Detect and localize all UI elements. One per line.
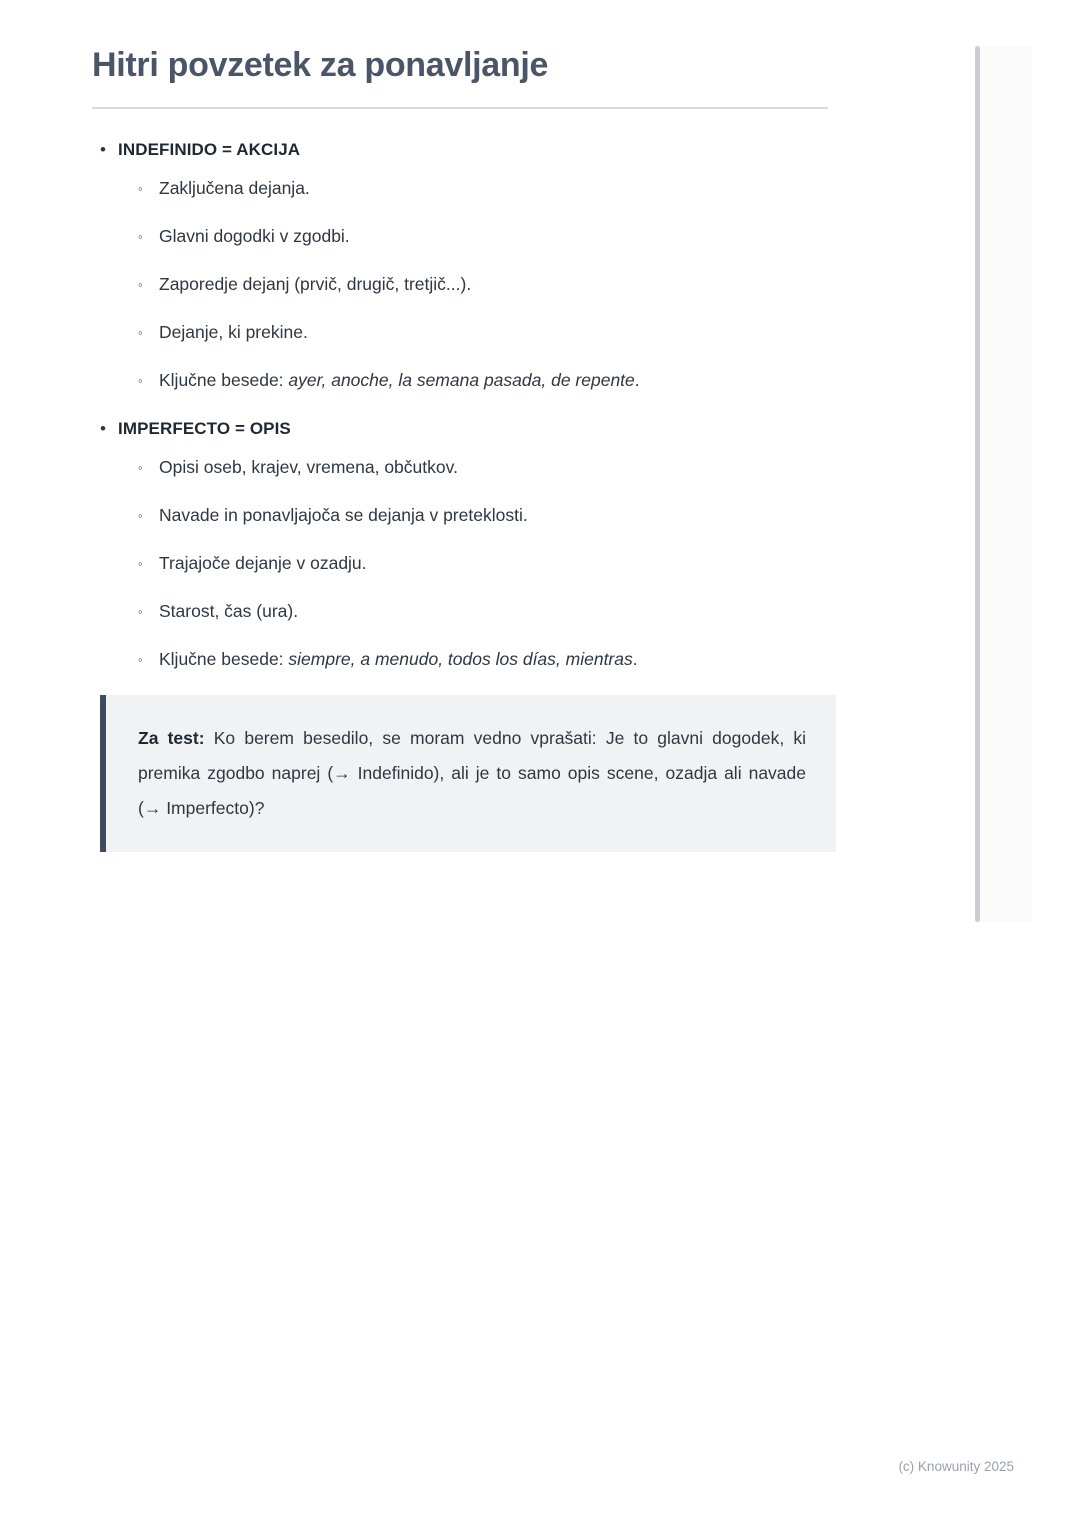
- circle-bullet-icon: ◦: [138, 181, 143, 197]
- list-item: [138, 502, 988, 529]
- sublist-text: Navade in ponavljajoča se dejanja v preteklosti.: [159, 505, 528, 526]
- sublist-text: Opisi oseb, krajev, vremena, občutkov.: [159, 457, 458, 478]
- keywords-tail: .: [632, 649, 638, 670]
- section-heading-row: [92, 137, 988, 163]
- disc-bullet-icon: •: [100, 419, 106, 439]
- circle-bullet-icon: ◦: [138, 229, 143, 245]
- list-item: [138, 646, 988, 673]
- sublist-text: Trajajoče dejanje v ozadju.: [159, 553, 367, 574]
- section-heading-imperfecto: IMPERFECTO = OPIS: [118, 419, 291, 439]
- keywords-label: Ključne besede:: [159, 649, 289, 670]
- sublist-imperfecto: [92, 454, 988, 673]
- section-heading-row: [92, 416, 988, 442]
- list-item: [138, 223, 988, 250]
- circle-bullet-icon: ◦: [138, 373, 143, 389]
- callout-lead: Za test:: [138, 728, 205, 749]
- page-title: Hitri povzetek za ponavljanje: [92, 46, 549, 84]
- keywords-italic: ayer, anoche, la semana pasada, de repente: [288, 370, 635, 391]
- sublist-text: Glavni dogodki v zgodbi.: [159, 226, 350, 247]
- summary-list: [92, 137, 988, 673]
- list-item: [92, 416, 988, 673]
- title-divider: [92, 107, 828, 109]
- sublist-text-keywords: [159, 646, 638, 673]
- list-item: [138, 175, 988, 202]
- keywords-tail: .: [634, 370, 640, 391]
- callout-text: [138, 721, 806, 826]
- sublist-text-keywords: [159, 367, 640, 394]
- disc-bullet-icon: •: [100, 140, 106, 160]
- circle-bullet-icon: ◦: [138, 325, 143, 341]
- list-item: [138, 598, 988, 625]
- circle-bullet-icon: ◦: [138, 277, 143, 293]
- list-item: [138, 454, 988, 481]
- circle-bullet-icon: ◦: [138, 460, 143, 476]
- circle-bullet-icon: ◦: [138, 556, 143, 572]
- callout-body: Ko berem besedilo, se moram vedno vprašati: Je to glavni dogodek, ki premika zgodbo naprej (→ Indefinido), ali je to samo opis scene, ozadja ali navade (→ Imperfecto)?: [138, 728, 806, 819]
- sublist-indefinido: [92, 175, 988, 394]
- list-item: [138, 319, 988, 346]
- list-item: [138, 550, 988, 577]
- list-item: [92, 137, 988, 394]
- keywords-italic: siempre, a menudo, todos los días, mientras: [288, 649, 633, 670]
- callout-box: [100, 695, 836, 852]
- circle-bullet-icon: ◦: [138, 508, 143, 524]
- scrollbar-track[interactable]: [976, 46, 1032, 922]
- list-item: [138, 271, 988, 298]
- circle-bullet-icon: ◦: [138, 604, 143, 620]
- section-heading-indefinido: INDEFINIDO = AKCIJA: [118, 140, 301, 160]
- scrollbar-thumb[interactable]: [975, 46, 980, 922]
- sublist-text: Dejanje, ki prekine.: [159, 322, 308, 343]
- circle-bullet-icon: ◦: [138, 652, 143, 668]
- list-item: [138, 367, 988, 394]
- sublist-text: Zaporedje dejanj (prvič, drugič, tretjič...).: [159, 274, 472, 295]
- footer-copyright: (c) Knowunity 2025: [898, 1459, 1014, 1474]
- keywords-label: Ključne besede:: [159, 370, 289, 391]
- sublist-text: Starost, čas (ura).: [159, 601, 299, 622]
- sublist-text: Zaključena dejanja.: [159, 178, 310, 199]
